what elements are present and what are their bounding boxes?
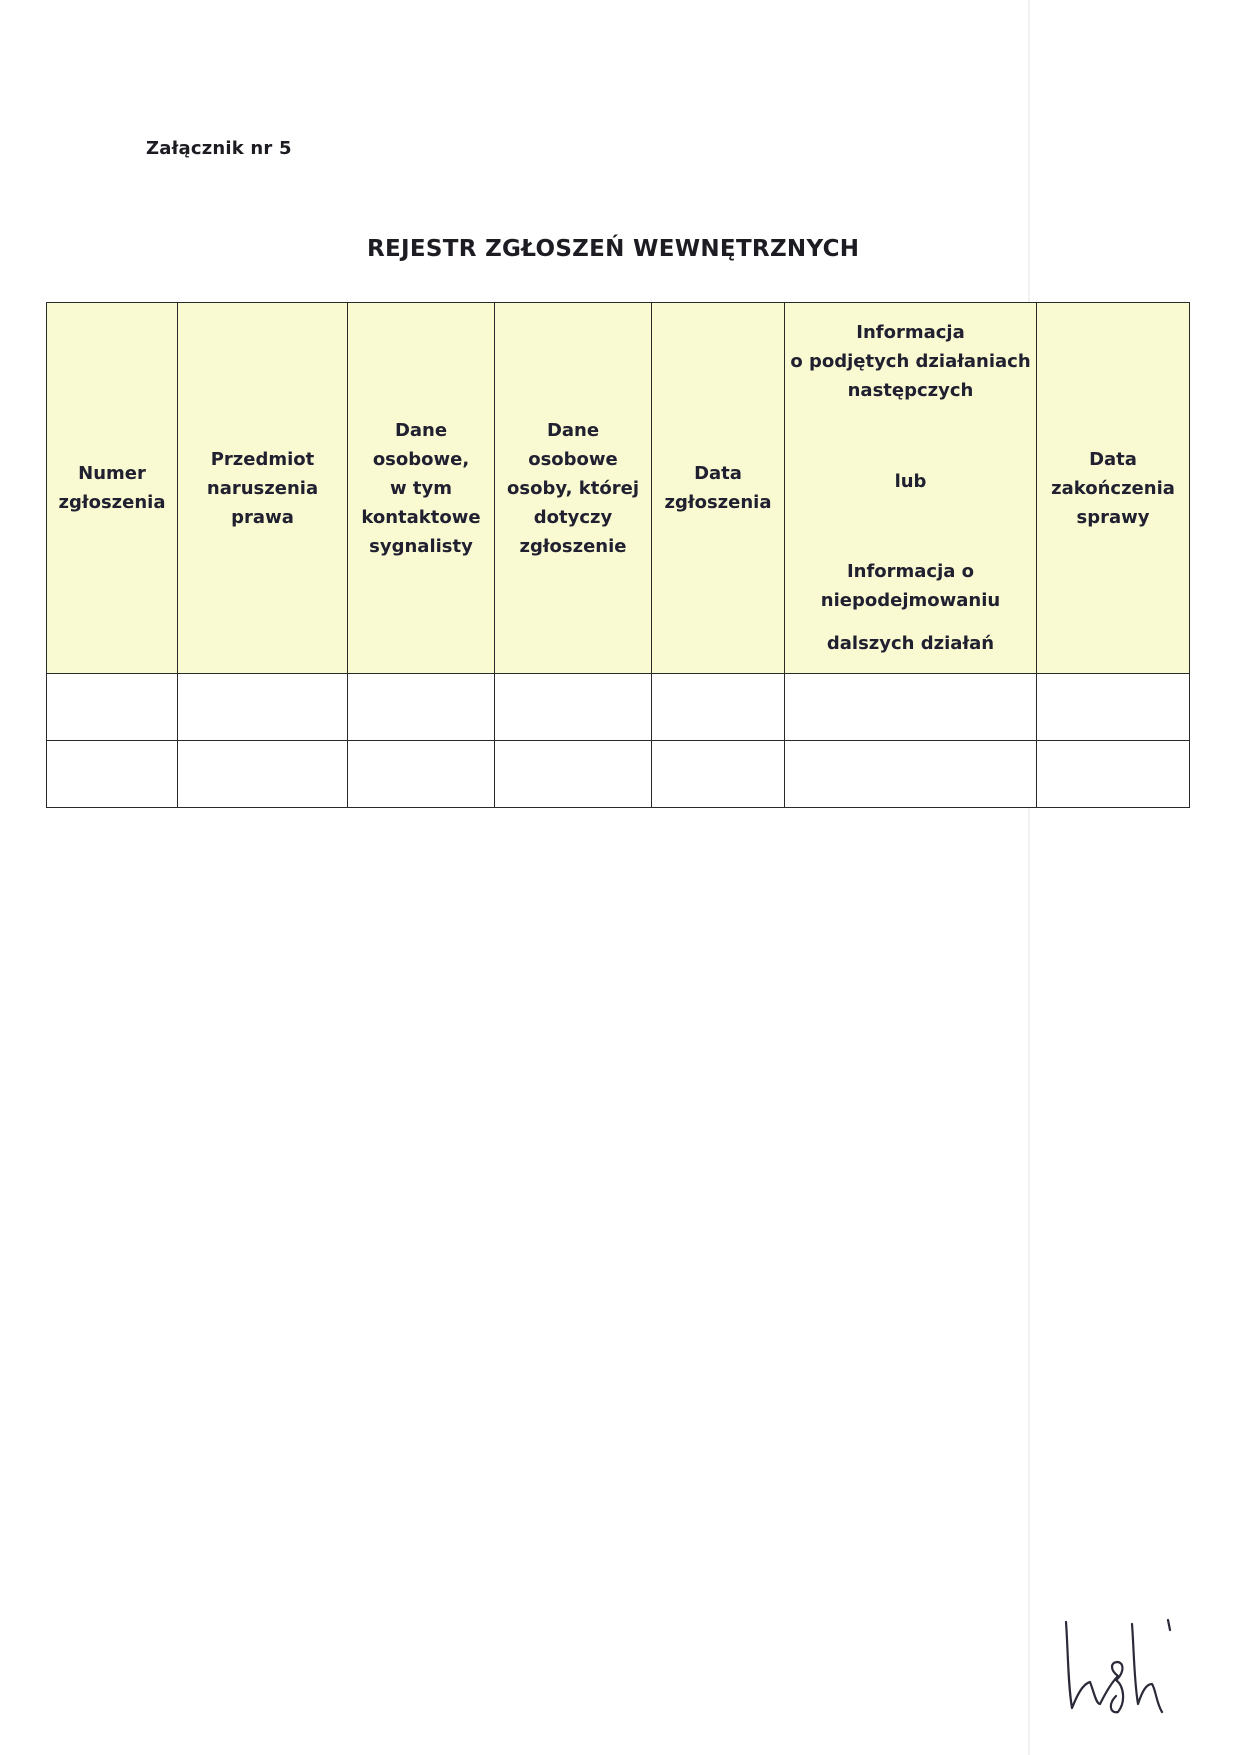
col-header-dane-sygnalisty (348, 303, 495, 674)
table-cell[interactable] (495, 741, 652, 808)
header-line: osobowe, (372, 448, 470, 470)
header-line: Data (694, 463, 742, 484)
table-row (47, 674, 1190, 741)
col-header-numer (47, 303, 178, 674)
col-header-przedmiot (178, 303, 348, 674)
table-cell[interactable] (348, 674, 495, 741)
header-row (47, 303, 1190, 674)
header-line: Dane (546, 419, 600, 441)
scan-edge-shadow (1028, 0, 1030, 1755)
table-cell[interactable] (495, 674, 652, 741)
header-line: następczych (847, 380, 974, 401)
table-cell[interactable] (1037, 741, 1190, 808)
header-line: naruszenia (206, 477, 319, 499)
header-line: dalszych działań (826, 633, 995, 654)
col-header-data-zakonczenia (1037, 303, 1190, 674)
header-line: zakończenia (1051, 477, 1175, 499)
col-header-data-zgloszenia (652, 303, 785, 674)
header-line: prawa (231, 506, 294, 528)
register-table (46, 302, 1190, 808)
header-line: zgłoszenia (664, 492, 772, 513)
table-cell[interactable] (178, 674, 348, 741)
header-line: Dane (394, 419, 448, 441)
table-cell[interactable] (178, 741, 348, 808)
header-line: Informacja o (846, 561, 975, 582)
header-line: Data (1089, 448, 1137, 470)
informacja-part1 (790, 318, 1030, 405)
table-row (47, 741, 1190, 808)
table-cell[interactable] (47, 674, 178, 741)
header-line: Przedmiot (210, 448, 315, 470)
annex-label: Załącznik nr 5 (146, 138, 292, 159)
table-cell[interactable] (785, 741, 1037, 808)
header-line: dotyczy (533, 506, 613, 528)
header-connector: lub (894, 470, 927, 492)
informacja-part2 (821, 557, 1000, 658)
header-line: Numer (78, 463, 146, 484)
col-header-dane-osoby (495, 303, 652, 674)
header-line: kontaktowe (361, 506, 481, 528)
header-line: zgłoszenia (58, 492, 166, 513)
table-cell[interactable] (652, 741, 785, 808)
handwritten-signature (1058, 1600, 1182, 1720)
table-cell[interactable] (652, 674, 785, 741)
header-line: o podjętych działaniach (790, 351, 1031, 372)
header-line: Informacja (856, 322, 965, 343)
header-line: sprawy (1076, 506, 1150, 528)
table-cell[interactable] (1037, 674, 1190, 741)
header-line: osoby, której (507, 477, 639, 499)
table-cell[interactable] (348, 741, 495, 808)
col-header-informacja (785, 303, 1037, 674)
header-line: w tym (390, 477, 452, 499)
table-cell[interactable] (785, 674, 1037, 741)
header-line: niepodejmowaniu (820, 590, 1001, 611)
table-cell[interactable] (47, 741, 178, 808)
header-line: zgłoszenie (519, 535, 627, 557)
header-line: sygnalisty (369, 535, 473, 557)
informacja-stack (785, 318, 1036, 658)
document-title: REJESTR ZGŁOSZEŃ WEWNĘTRZNYCH (367, 236, 860, 262)
header-line: osobowe (528, 448, 618, 470)
